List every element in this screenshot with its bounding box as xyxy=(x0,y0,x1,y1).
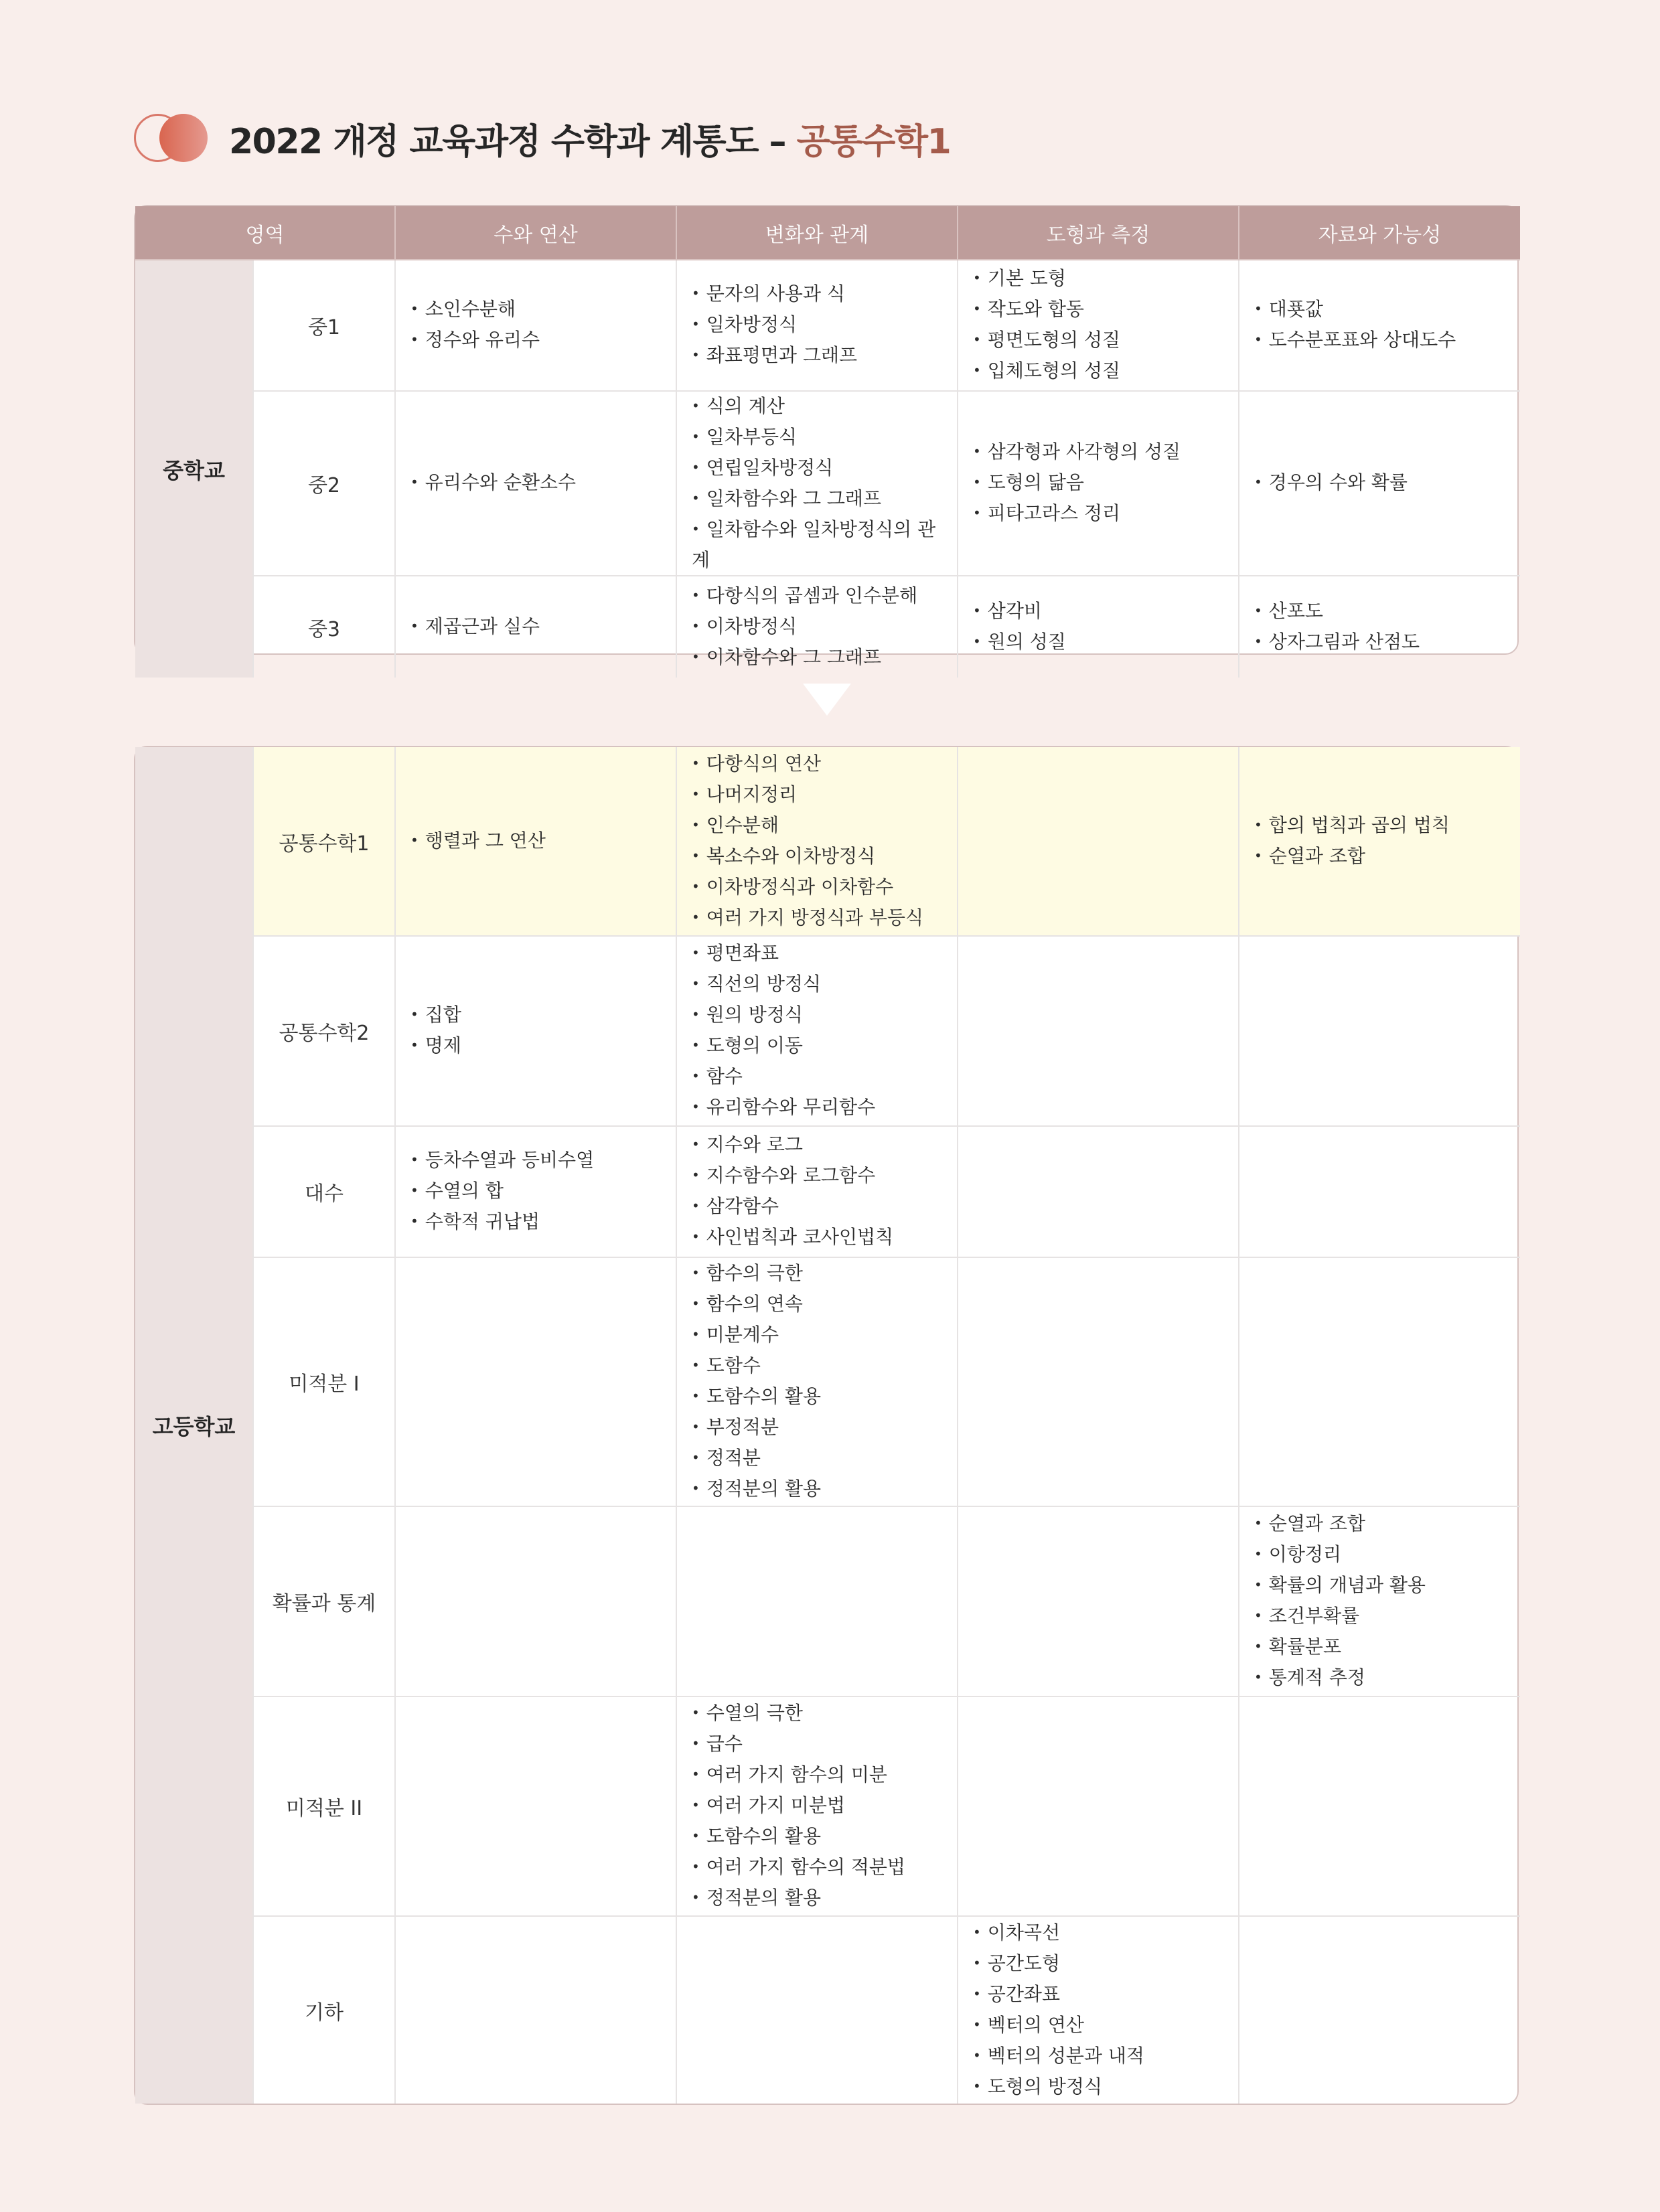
topic-item: • 문자의 사용과 식 xyxy=(692,279,942,310)
topic-list xyxy=(692,1130,942,1253)
cell-geometry-measurement xyxy=(958,936,1239,1126)
table-row xyxy=(135,1506,1520,1696)
topic-list xyxy=(973,1918,1223,2103)
cell-numbers-operations xyxy=(395,747,676,936)
cell-numbers-operations xyxy=(395,576,676,678)
table-row xyxy=(135,1696,1520,1916)
topic-item: • 도함수의 활용 xyxy=(692,1382,942,1413)
cell-numbers-operations xyxy=(395,936,676,1126)
topic-item: • 수열의 합 xyxy=(410,1176,661,1207)
down-arrow-icon xyxy=(803,684,851,716)
cell-numbers-operations xyxy=(395,1257,676,1506)
topic-item: • 확률분포 xyxy=(1254,1632,1505,1663)
topic-item: • 유리수와 순환소수 xyxy=(410,468,661,499)
topic-list xyxy=(973,597,1223,658)
table-row xyxy=(135,1916,1520,2104)
topic-list xyxy=(410,826,661,857)
cell-change-relations xyxy=(676,747,958,936)
grade-label: 대수 xyxy=(253,1126,395,1257)
topic-item: • 피타고라스 정리 xyxy=(973,499,1223,530)
topic-item: • 정적분 xyxy=(692,1443,942,1474)
cell-data-probability xyxy=(1239,260,1520,391)
cell-change-relations xyxy=(676,260,958,391)
grade-label: 중3 xyxy=(253,576,395,678)
topic-item: • 도함수의 활용 xyxy=(692,1822,942,1852)
header-numbers-operations: 수와 연산 xyxy=(395,206,676,260)
topic-item: • 이항정리 xyxy=(1254,1540,1505,1571)
topic-item: • 명제 xyxy=(410,1031,661,1062)
cell-change-relations xyxy=(676,936,958,1126)
cell-numbers-operations xyxy=(395,1696,676,1916)
topic-item: • 여러 가지 방정식과 부등식 xyxy=(692,903,942,934)
header-area: 영역 xyxy=(135,206,395,260)
topic-item: • 공간도형 xyxy=(973,1949,1223,1980)
grade-label: 중2 xyxy=(253,391,395,576)
table-row xyxy=(135,1257,1520,1506)
topic-item: • 작도와 합동 xyxy=(973,295,1223,325)
table-row xyxy=(135,936,1520,1126)
topic-item: • 사인법칙과 코사인법칙 xyxy=(692,1222,942,1253)
topic-list xyxy=(1254,597,1505,658)
topic-item: • 원의 방정식 xyxy=(692,1000,942,1031)
topic-item: • 통계적 추정 xyxy=(1254,1663,1505,1694)
topic-item: • 정적분의 활용 xyxy=(692,1474,942,1505)
topic-list xyxy=(692,1259,942,1505)
cell-data-probability xyxy=(1239,1506,1520,1696)
cell-numbers-operations xyxy=(395,1916,676,2104)
topic-item: • 일차부등식 xyxy=(692,422,942,453)
topic-item: • 등차수열과 등비수열 xyxy=(410,1146,661,1176)
cell-geometry-measurement xyxy=(958,1696,1239,1916)
table-row xyxy=(135,1126,1520,1257)
cell-change-relations xyxy=(676,391,958,576)
page-header xyxy=(134,112,950,163)
topic-item: • 대푯값 xyxy=(1254,295,1505,325)
cell-change-relations xyxy=(676,1916,958,2104)
cell-data-probability xyxy=(1239,576,1520,678)
topic-item: • 이차방정식과 이차함수 xyxy=(692,872,942,903)
topic-item: • 함수 xyxy=(692,1062,942,1093)
header-geometry-measurement: 도형과 측정 xyxy=(958,206,1239,260)
topic-item: • 제곱근과 실수 xyxy=(410,612,661,643)
topic-list xyxy=(410,295,661,356)
cell-geometry-measurement xyxy=(958,1126,1239,1257)
grade-label: 미적분 I xyxy=(253,1257,395,1506)
topic-item: • 일차함수와 그 그래프 xyxy=(692,484,942,515)
topic-item: • 삼각함수 xyxy=(692,1192,942,1222)
cell-data-probability xyxy=(1239,1257,1520,1506)
cell-numbers-operations xyxy=(395,260,676,391)
topic-item: • 벡터의 성분과 내적 xyxy=(973,2041,1223,2072)
topic-item: • 도함수 xyxy=(692,1351,942,1382)
cell-change-relations xyxy=(676,1126,958,1257)
topic-item: • 도형의 방정식 xyxy=(973,2072,1223,2103)
page-title xyxy=(229,113,950,163)
topic-item: • 정수와 유리수 xyxy=(410,325,661,356)
topic-item: • 식의 계산 xyxy=(692,392,942,422)
topic-list xyxy=(692,279,942,372)
table-row xyxy=(135,747,1520,936)
cell-geometry-measurement xyxy=(958,1506,1239,1696)
topic-list xyxy=(692,1698,942,1914)
topic-item: • 미분계수 xyxy=(692,1320,942,1351)
school-level-label: 고등학교 xyxy=(135,747,253,2104)
topic-list xyxy=(692,581,942,674)
topic-item: • 벡터의 연산 xyxy=(973,2010,1223,2041)
cell-geometry-measurement xyxy=(958,260,1239,391)
topic-item: • 행렬과 그 연산 xyxy=(410,826,661,857)
topic-item: • 합의 법칙과 곱의 법칙 xyxy=(1254,811,1505,842)
topic-item: • 이차함수와 그 그래프 xyxy=(692,643,942,674)
header-change-relations: 변화와 관계 xyxy=(676,206,958,260)
cell-geometry-measurement xyxy=(958,747,1239,936)
topic-item: • 기본 도형 xyxy=(973,264,1223,295)
topic-list xyxy=(692,749,942,934)
table-row xyxy=(135,576,1520,678)
topic-item: • 연립일차방정식 xyxy=(692,453,942,484)
topic-item: • 공간좌표 xyxy=(973,1980,1223,2010)
topic-item: • 복소수와 이차방정식 xyxy=(692,842,942,872)
topic-list xyxy=(692,392,942,575)
topic-list xyxy=(973,264,1223,387)
topic-list xyxy=(1254,468,1505,499)
grade-label: 확률과 통계 xyxy=(253,1506,395,1696)
page-title-accent: 공통수학1 xyxy=(796,121,951,162)
topic-item: • 정적분의 활용 xyxy=(692,1883,942,1914)
topic-item: • 순열과 조합 xyxy=(1254,842,1505,872)
topic-item: • 수학적 귀납법 xyxy=(410,1207,661,1238)
cell-geometry-measurement xyxy=(958,576,1239,678)
topic-item: • 원의 성질 xyxy=(973,627,1223,658)
topic-item: • 소인수분해 xyxy=(410,295,661,325)
topic-item: • 조건부확률 xyxy=(1254,1601,1505,1632)
topic-item: • 경우의 수와 확률 xyxy=(1254,468,1505,499)
cell-data-probability xyxy=(1239,1126,1520,1257)
topic-item: • 다항식의 연산 xyxy=(692,749,942,780)
topic-item: • 지수함수와 로그함수 xyxy=(692,1161,942,1192)
cell-data-probability xyxy=(1239,936,1520,1126)
topic-item: • 도수분포표와 상대도수 xyxy=(1254,325,1505,356)
high-school-table xyxy=(134,746,1519,2105)
topic-item: • 다항식의 곱셈과 인수분해 xyxy=(692,581,942,612)
topic-item: • 순열과 조합 xyxy=(1254,1509,1505,1540)
cell-numbers-operations xyxy=(395,1506,676,1696)
topic-item: • 나머지정리 xyxy=(692,780,942,811)
cell-data-probability xyxy=(1239,1916,1520,2104)
topic-item: • 부정적분 xyxy=(692,1413,942,1443)
school-level-label: 중학교 xyxy=(135,260,253,678)
topic-item: • 삼각비 xyxy=(973,597,1223,627)
topic-item: • 여러 가지 함수의 미분 xyxy=(692,1760,942,1791)
topic-list xyxy=(410,1146,661,1238)
topic-item: • 삼각형과 사각형의 성질 xyxy=(973,437,1223,468)
cell-change-relations xyxy=(676,1696,958,1916)
grade-label: 미적분 II xyxy=(253,1696,395,1916)
topic-item: • 일차방정식 xyxy=(692,310,942,341)
topic-item: • 인수분해 xyxy=(692,811,942,842)
cell-change-relations xyxy=(676,576,958,678)
grade-label: 기하 xyxy=(253,1916,395,2104)
topic-list xyxy=(692,939,942,1123)
topic-item: • 유리함수와 무리함수 xyxy=(692,1093,942,1123)
topic-item: • 상자그림과 산점도 xyxy=(1254,627,1505,658)
cell-geometry-measurement xyxy=(958,391,1239,576)
topic-list xyxy=(410,468,661,499)
topic-item: • 산포도 xyxy=(1254,597,1505,627)
topic-item: • 지수와 로그 xyxy=(692,1130,942,1161)
cell-geometry-measurement xyxy=(958,1257,1239,1506)
topic-item: • 일차함수와 일차방정식의 관계 xyxy=(692,515,942,575)
topic-list xyxy=(973,437,1223,530)
circles-logo-icon xyxy=(134,112,210,163)
cell-data-probability xyxy=(1239,747,1520,936)
topic-item: • 확률의 개념과 활용 xyxy=(1254,1571,1505,1601)
topic-list xyxy=(410,612,661,643)
topic-list xyxy=(410,1000,661,1062)
cell-data-probability xyxy=(1239,1696,1520,1916)
topic-item: • 직선의 방정식 xyxy=(692,969,942,1000)
cell-geometry-measurement xyxy=(958,1916,1239,2104)
grade-label: 공통수학1 xyxy=(253,747,395,936)
topic-item: • 수열의 극한 xyxy=(692,1698,942,1729)
topic-item: • 함수의 연속 xyxy=(692,1289,942,1320)
grade-label: 공통수학2 xyxy=(253,936,395,1126)
topic-item: • 평면좌표 xyxy=(692,939,942,969)
topic-item: • 입체도형의 성질 xyxy=(973,356,1223,387)
cell-numbers-operations xyxy=(395,391,676,576)
topic-item: • 평면도형의 성질 xyxy=(973,325,1223,356)
topic-item: • 여러 가지 미분법 xyxy=(692,1791,942,1822)
grade-label: 중1 xyxy=(253,260,395,391)
topic-item: • 도형의 닮음 xyxy=(973,468,1223,499)
topic-item: • 집합 xyxy=(410,1000,661,1031)
topic-list xyxy=(1254,811,1505,872)
topic-item: • 도형의 이동 xyxy=(692,1031,942,1062)
table-row xyxy=(135,260,1520,391)
topic-item: • 이차방정식 xyxy=(692,612,942,643)
topic-item: • 이차곡선 xyxy=(973,1918,1223,1949)
cell-change-relations xyxy=(676,1257,958,1506)
cell-change-relations xyxy=(676,1506,958,1696)
page-title-main: 2022 개정 교육과정 수학과 계통도 – xyxy=(229,121,797,162)
cell-data-probability xyxy=(1239,391,1520,576)
topic-item: • 급수 xyxy=(692,1729,942,1760)
middle-school-table xyxy=(134,205,1519,668)
table-row xyxy=(135,391,1520,576)
topic-list xyxy=(1254,295,1505,356)
topic-item: • 좌표평면과 그래프 xyxy=(692,341,942,372)
topic-list xyxy=(1254,1509,1505,1694)
topic-item: • 여러 가지 함수의 적분법 xyxy=(692,1852,942,1883)
header-data-probability: 자료와 가능성 xyxy=(1239,206,1520,260)
topic-item: • 함수의 극한 xyxy=(692,1259,942,1289)
cell-numbers-operations xyxy=(395,1126,676,1257)
